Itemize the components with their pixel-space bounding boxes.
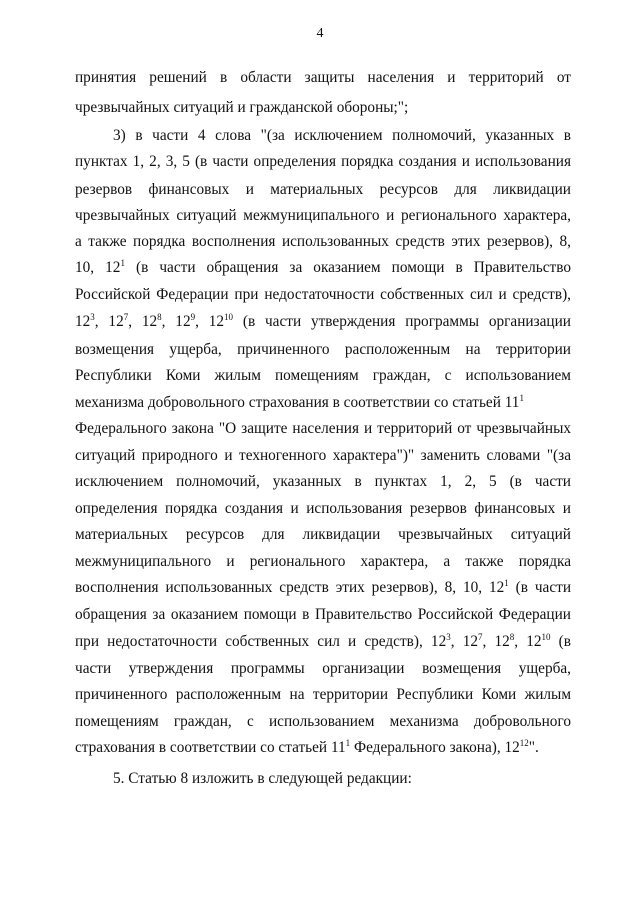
text-run: Федерального закона), 12 [350, 739, 520, 756]
text-run: исключением полномочий, указанных в пунктах 1, 2, 5 (в части [75, 473, 571, 490]
text-line [75, 500, 571, 518]
text-run: , 12 [450, 633, 478, 650]
text-line [75, 233, 571, 251]
text-run: ситуаций природного и техногенного характера")" заменить словами "(за [75, 447, 571, 464]
text-run: материальных ресурсов для ликвидации чрезвычайных ситуаций [75, 526, 571, 543]
text-line [75, 341, 571, 359]
text-run: , 12 [161, 313, 191, 330]
text-run: части утверждения программы организации возмещения ущерба, [75, 660, 571, 677]
superscript: 8 [509, 633, 515, 642]
text-line [75, 633, 571, 651]
superscript: 1 [120, 259, 125, 268]
superscript: 1 [519, 394, 524, 403]
text-run: чрезвычайных ситуаций межмуниципального и регионального характера, [75, 207, 571, 224]
text-line [75, 69, 571, 87]
text-run: чрезвычайных ситуаций и гражданской обороны;"; [75, 99, 409, 116]
superscript: 8 [157, 313, 162, 322]
text-run: обращения за оказанием помощи в Правительство Российской Федерации [75, 606, 571, 623]
superscript: 9 [190, 313, 196, 322]
text-run: при недостаточности собственных сил и средств), 12 [75, 633, 447, 650]
text-line [75, 579, 571, 597]
text-run: резервов финансовых и материальных ресурсов для ликвидации [75, 181, 571, 198]
text-run: возмещения ущерба, причиненного расположенным на территории [75, 341, 571, 358]
text-run: , 12 [195, 313, 225, 330]
text-run: (в [550, 633, 571, 650]
text-run: помещениям граждан, с использованием механизма добровольного [75, 713, 571, 730]
text-run: а также порядка восполнения использованных средств этих резервов), 8, [75, 233, 571, 250]
text-line [75, 259, 571, 277]
superscript: 3 [446, 633, 451, 642]
text-line [75, 207, 571, 225]
superscript: 3 [90, 313, 95, 322]
superscript: 12 [519, 739, 529, 748]
superscript: 7 [123, 313, 129, 322]
text-run: принятия решений в области защиты населения и территорий от [75, 69, 571, 86]
text-run: межмуниципального и регионального характера, а также порядка [75, 553, 571, 570]
text-run: ". [528, 739, 539, 756]
text-line [75, 660, 571, 678]
text-line [75, 420, 571, 438]
text-run: 5. Статью 8 изложить в следующей редакции: [113, 770, 412, 787]
text-run: (в части обращения за оказанием помощи в Правительство [124, 259, 571, 276]
text-line [75, 367, 571, 385]
text-line [75, 153, 571, 171]
text-line [113, 127, 571, 145]
text-line [75, 606, 571, 624]
text-line [75, 473, 571, 491]
text-run: Федерального закона "О защите населения и территорий от чрезвычайных [75, 420, 571, 437]
text-run: восполнения использованных средств этих резервов), 8, 10, 12 [75, 579, 505, 596]
text-run: 10, 12 [75, 259, 121, 276]
text-line [75, 713, 571, 731]
text-run: определения порядка создания и использования резервов финансовых и [75, 500, 571, 517]
text-run: Российской Федерации при недостаточности собственных сил и средств), [75, 286, 571, 303]
superscript: 10 [224, 313, 234, 322]
text-line [75, 286, 571, 304]
superscript: 1 [345, 739, 351, 748]
text-run: пунктах 1, 2, 3, 5 (в части определения порядка создания и использования [75, 153, 571, 170]
text-line [75, 181, 571, 199]
text-line [75, 447, 571, 465]
text-line [75, 553, 571, 571]
text-run: , 12 [128, 313, 158, 330]
text-line [75, 526, 571, 544]
text-run: механизма добровольного страхования в соответствии со статьей 11 [75, 394, 520, 411]
text-run: причиненного расположенным на территории Республики Коми жилым [75, 686, 571, 703]
text-run: , 12 [94, 313, 124, 330]
text-run: 12 [75, 313, 91, 330]
page-number: 4 [316, 26, 324, 41]
text-line [113, 770, 571, 788]
superscript: 7 [478, 633, 483, 642]
text-line [75, 739, 571, 757]
superscript: 10 [541, 633, 551, 642]
text-run: (в части [508, 579, 571, 596]
superscript: 1 [504, 579, 509, 588]
text-line [75, 394, 571, 412]
text-line [75, 99, 571, 117]
text-run: (в части утверждения программы организации [233, 313, 571, 330]
text-line [75, 313, 571, 331]
text-run: , 12 [514, 633, 542, 650]
text-run: страхования в соответствии со статьей 11 [75, 739, 346, 756]
text-line [75, 686, 571, 704]
text-run: Республики Коми жилым помещениям граждан, с использованием [75, 367, 571, 384]
text-run: 3) в части 4 слова "(за исключением полномочий, указанных в [113, 127, 571, 144]
text-run: , 12 [482, 633, 510, 650]
